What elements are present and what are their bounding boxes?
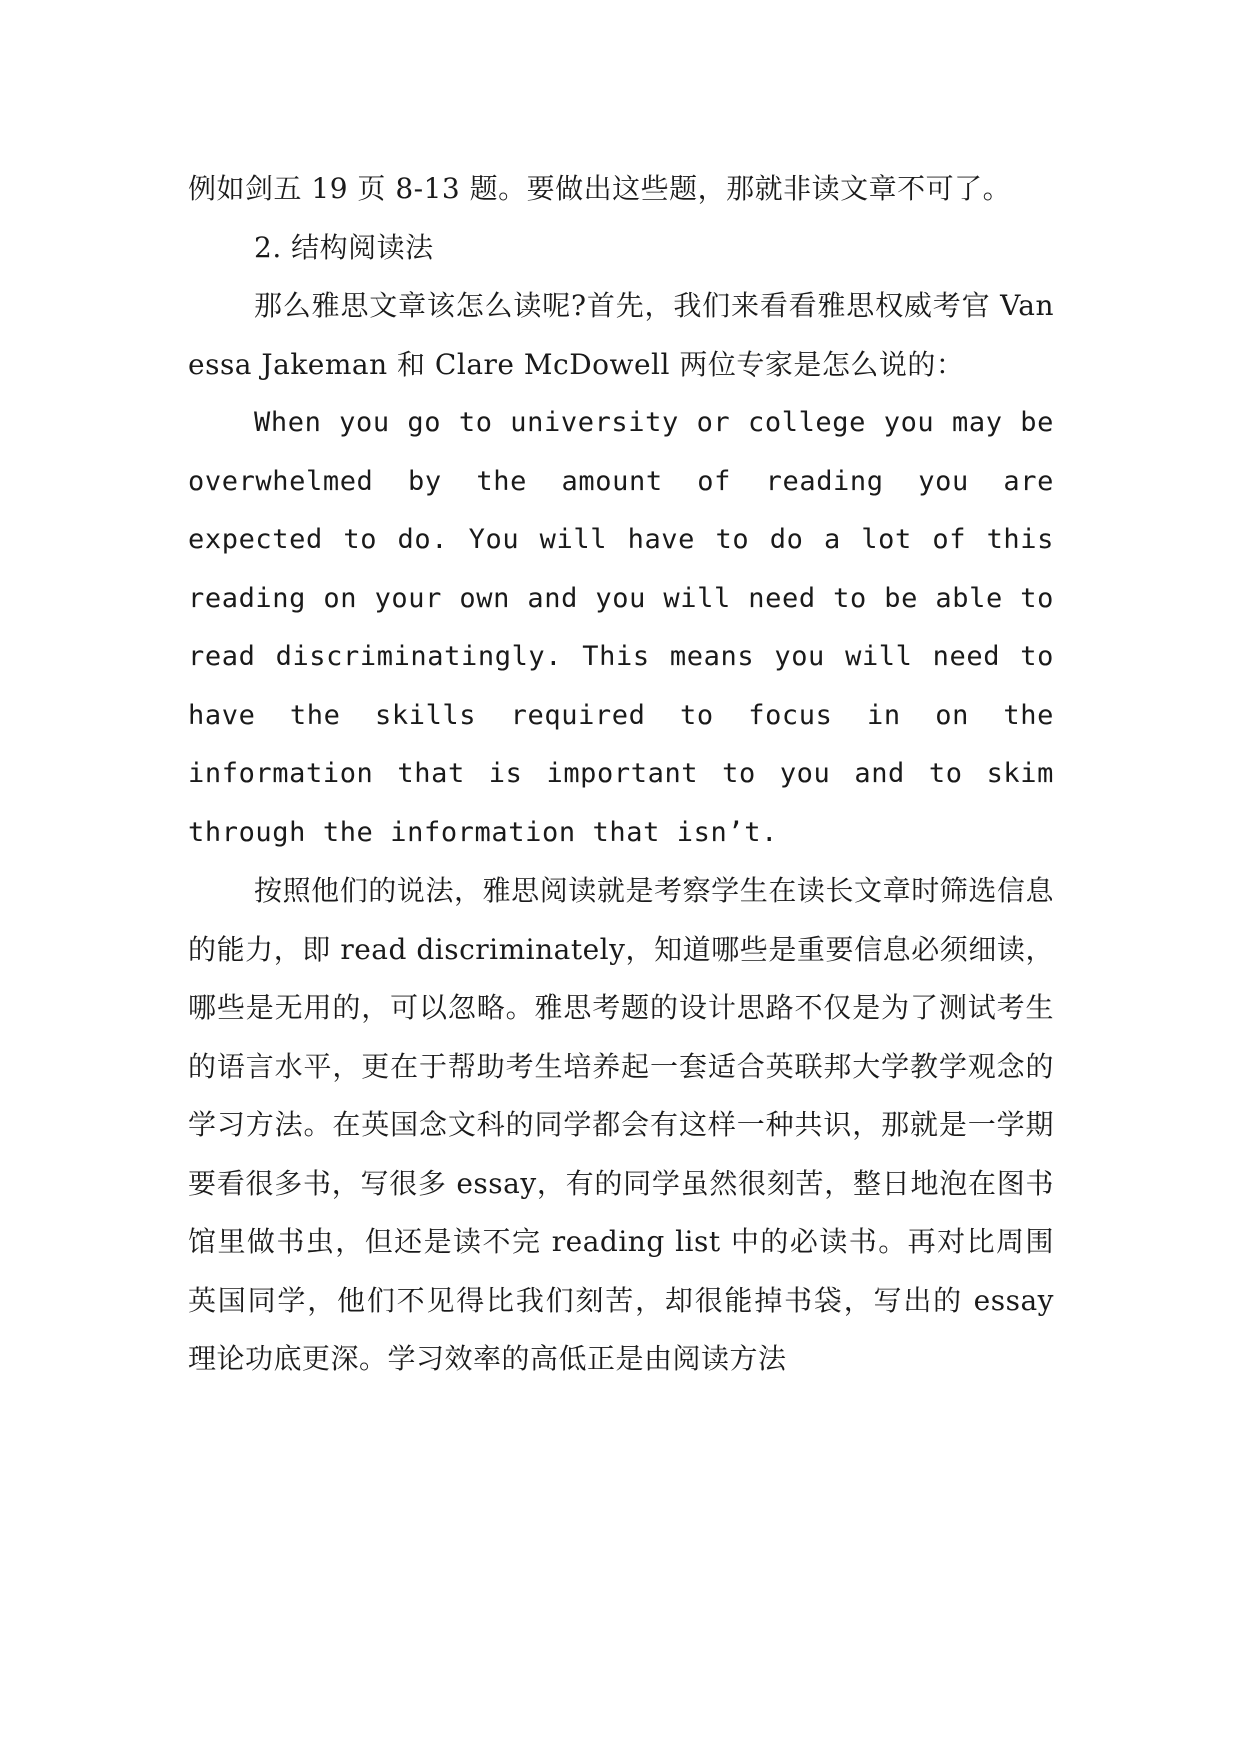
paragraph-intro: 那么雅思文章该怎么读呢?首先，我们来看看雅思权威考官 Vanessa Jakeman 和 Clare McDowell 两位专家是怎么说的： xyxy=(188,289,1054,381)
document-body xyxy=(188,160,1054,1389)
section-heading: 2. 结构阅读法 xyxy=(254,230,434,264)
paragraph-analysis: 按照他们的说法，雅思阅读就是考察学生在读长文章时筛选信息的能力，即 read discriminately，知道哪些是重要信息必须细读，哪些是无用的，可以忽略。雅思考题的设计思路不仅是为了测试考生的语言水平，更在于帮助考生培养起一套适合英联邦大学教学观念的学习方法。在英国念文科的同学都会有这样一种共识，那就是一学期要看很多书，写很多 essay，有的同学虽然很刻苦，整日地泡在图书馆里做书虫，但还是读不完 reading list 中的必读书。再对比周围英国同学，他们不见得比我们刻苦，却很能掉书袋，写出的 essay 理论功底更深。学习效率的高低正是由阅读方法 xyxy=(188,874,1054,1375)
paragraph-continuation: 例如剑五 19 页 8-13 题。要做出这些题，那就非读文章不可了。 xyxy=(188,172,1012,205)
paragraph-english-quote: When you go to university or college you may be overwhelmed by the amount of reading you are expected to do. You will have to do a lot of this reading on your own and you will need to be able to read discriminatingly. This means you will need to have the skills required to focus in on the information that is important to you and to skim through the information that isn’t. xyxy=(188,407,1054,848)
